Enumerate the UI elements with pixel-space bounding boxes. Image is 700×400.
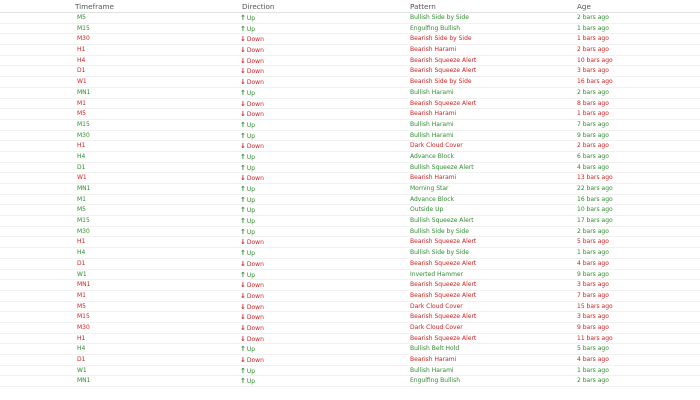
arrow-down-icon: ↓ (240, 313, 246, 322)
direction-label: Up (246, 164, 256, 172)
direction-label: Down (246, 111, 264, 119)
direction-cell (240, 302, 264, 313)
pattern-cell: Bearish Squeeze Alert (410, 313, 477, 321)
direction-label: Up (246, 153, 256, 161)
arrow-up-icon: ↑ (240, 131, 246, 140)
timeframe-cell: M5 (77, 302, 86, 310)
age-cell: 10 bars ago (577, 206, 613, 214)
direction-label: Up (246, 196, 256, 204)
pattern-cell: Bearish Harami (410, 174, 457, 182)
pattern-cell: Bearish Side by Side (410, 35, 472, 43)
age-cell: 9 bars ago (577, 131, 609, 139)
direction-cell (240, 141, 264, 152)
pattern-cell: Bullish Side by Side (410, 14, 469, 21)
arrow-down-icon: ↓ (240, 142, 246, 151)
direction-cell (240, 131, 255, 142)
pattern-cell: Dark Cloud Cover (410, 323, 463, 331)
direction-label: Down (246, 100, 264, 108)
timeframe-cell: H1 (77, 238, 86, 246)
table-row (0, 109, 700, 120)
table-row (0, 141, 700, 152)
direction-cell (240, 376, 255, 387)
arrow-down-icon: ↓ (240, 174, 246, 183)
pattern-cell: Bearish Harami (410, 356, 457, 363)
timeframe-cell: H4 (77, 152, 86, 160)
direction-label: Up (246, 132, 256, 140)
direction-cell (240, 24, 255, 35)
pattern-cell: Advance Block (410, 152, 454, 160)
pattern-cell: Engulfing Bullish (410, 24, 461, 32)
age-cell: 6 bars ago (577, 152, 609, 160)
direction-label: Down (246, 303, 264, 311)
pattern-cell: Bullish Side by Side (410, 227, 469, 235)
table-row (0, 205, 700, 216)
timeframe-cell: M30 (77, 227, 90, 235)
age-cell: 1 bars ago (577, 35, 609, 43)
header-timeframe[interactable]: Timeframe (75, 2, 114, 11)
age-cell: 17 bars ago (577, 217, 613, 225)
age-cell: 5 bars ago (577, 238, 609, 246)
timeframe-cell: H1 (77, 46, 86, 54)
table-row (0, 195, 700, 206)
timeframe-cell: W1 (77, 174, 87, 182)
direction-cell (240, 13, 255, 24)
timeframe-cell: MN1 (77, 185, 91, 192)
direction-label: Up (246, 346, 256, 354)
age-cell: 7 bars ago (577, 120, 609, 128)
timeframe-cell: H4 (77, 249, 86, 257)
arrow-up-icon: ↑ (240, 345, 246, 354)
direction-label: Down (246, 175, 264, 183)
age-cell: 11 bars ago (577, 334, 613, 342)
direction-cell (240, 34, 264, 45)
pattern-cell: Morning Star (410, 185, 449, 192)
table-row (0, 152, 700, 163)
direction-label: Up (246, 271, 256, 279)
direction-cell (240, 216, 255, 227)
direction-label: Down (246, 57, 264, 65)
timeframe-cell: D1 (77, 163, 86, 171)
table-header (0, 0, 700, 13)
direction-cell (240, 195, 255, 206)
timeframe-cell: MN1 (77, 377, 91, 385)
timeframe-cell: H4 (77, 345, 86, 353)
age-cell: 3 bars ago (577, 67, 609, 75)
table-row (0, 131, 700, 142)
table-row (0, 216, 700, 227)
timeframe-cell: D1 (77, 67, 86, 75)
arrow-up-icon: ↑ (240, 366, 246, 375)
age-cell: 4 bars ago (577, 356, 609, 363)
pattern-cell: Outside Up (410, 206, 444, 214)
arrow-up-icon: ↑ (240, 377, 246, 386)
direction-cell (240, 227, 255, 238)
age-cell: 2 bars ago (577, 46, 609, 54)
table-row (0, 163, 700, 174)
arrow-up-icon: ↑ (240, 163, 246, 172)
timeframe-cell: M15 (77, 217, 90, 225)
table-row (0, 34, 700, 45)
direction-label: Down (246, 292, 264, 300)
pattern-cell: Engulfing Bullish (410, 377, 461, 385)
table-row (0, 376, 700, 387)
table-row (0, 120, 700, 131)
pattern-cell: Bearish Squeeze Alert (410, 56, 477, 64)
arrow-up-icon: ↑ (240, 185, 246, 193)
age-cell: 15 bars ago (577, 302, 613, 310)
arrow-down-icon: ↓ (240, 356, 246, 364)
table-row (0, 366, 700, 377)
timeframe-cell: W1 (77, 270, 87, 278)
direction-cell (240, 280, 264, 291)
direction-cell (240, 184, 255, 195)
direction-label: Up (246, 89, 256, 97)
age-cell: 10 bars ago (577, 56, 613, 64)
arrow-up-icon: ↑ (240, 152, 246, 161)
direction-cell (240, 312, 264, 323)
direction-cell (240, 366, 255, 377)
timeframe-cell: M5 (77, 110, 86, 118)
arrow-down-icon: ↓ (240, 99, 246, 108)
timeframe-cell: M5 (77, 206, 86, 214)
direction-label: Up (246, 378, 256, 386)
table-row (0, 45, 700, 56)
direction-cell (240, 344, 255, 355)
timeframe-cell: D1 (77, 259, 86, 267)
timeframe-cell: W1 (77, 366, 87, 374)
arrow-down-icon: ↓ (240, 281, 246, 290)
timeframe-cell: MN1 (77, 281, 91, 289)
arrow-down-icon: ↓ (240, 67, 246, 76)
arrow-down-icon: ↓ (240, 291, 246, 300)
table-row (0, 227, 700, 238)
pattern-cell: Bullish Harami (410, 120, 454, 128)
table-row (0, 88, 700, 99)
header-pattern[interactable]: Pattern (410, 2, 436, 11)
direction-cell (240, 291, 264, 302)
age-cell: 1 bars ago (577, 249, 609, 257)
table-row (0, 248, 700, 259)
table-row (0, 184, 700, 195)
age-cell: 2 bars ago (577, 88, 609, 96)
direction-cell (240, 120, 255, 131)
direction-label: Down (246, 260, 264, 268)
age-cell: 2 bars ago (577, 142, 609, 150)
table-row (0, 302, 700, 313)
timeframe-cell: M30 (77, 323, 90, 331)
direction-label: Up (246, 25, 256, 33)
direction-cell (240, 173, 264, 184)
arrow-up-icon: ↑ (240, 206, 246, 215)
pattern-cell: Bearish Harami (410, 46, 457, 54)
pattern-cell: Bullish Squeeze Alert (410, 163, 474, 171)
direction-label: Up (246, 250, 256, 258)
direction-label: Down (246, 324, 264, 332)
table-row (0, 173, 700, 184)
table-row (0, 24, 700, 35)
table-row (0, 280, 700, 291)
arrow-up-icon: ↑ (240, 24, 246, 33)
arrow-down-icon: ↓ (240, 302, 246, 311)
table-row (0, 323, 700, 334)
pattern-cell: Bullish Squeeze Alert (410, 217, 474, 225)
timeframe-cell: H1 (77, 142, 86, 150)
age-cell: 22 bars ago (577, 185, 613, 192)
direction-label: Down (246, 36, 264, 44)
direction-label: Down (246, 335, 264, 343)
direction-cell (240, 77, 264, 88)
direction-label: Up (246, 121, 256, 129)
arrow-down-icon: ↓ (240, 46, 246, 55)
timeframe-cell: MN1 (77, 88, 91, 96)
timeframe-cell: H4 (77, 56, 86, 64)
direction-cell (240, 88, 255, 99)
arrow-up-icon: ↑ (240, 14, 246, 22)
timeframe-cell: M1 (77, 291, 86, 299)
direction-label: Down (246, 314, 264, 322)
age-cell: 16 bars ago (577, 195, 613, 203)
arrow-down-icon: ↓ (240, 323, 246, 332)
table-row (0, 355, 700, 366)
arrow-down-icon: ↓ (240, 56, 246, 65)
table-body (0, 13, 700, 387)
pattern-cell: Bearish Side by Side (410, 78, 472, 86)
pattern-cell: Dark Cloud Cover (410, 142, 463, 150)
age-cell: 2 bars ago (577, 227, 609, 235)
table-row (0, 344, 700, 355)
direction-cell (240, 56, 264, 67)
direction-label: Down (246, 357, 264, 364)
timeframe-cell: M30 (77, 131, 90, 139)
age-cell: 4 bars ago (577, 259, 609, 267)
arrow-up-icon: ↑ (240, 227, 246, 236)
timeframe-cell: M1 (77, 195, 86, 203)
arrow-down-icon: ↓ (240, 35, 246, 44)
pattern-cell: Bearish Squeeze Alert (410, 259, 477, 267)
direction-label: Up (246, 15, 256, 22)
direction-label: Up (246, 228, 256, 236)
age-cell: 3 bars ago (577, 281, 609, 289)
table-row (0, 291, 700, 302)
arrow-down-icon: ↓ (240, 259, 246, 268)
direction-cell (240, 205, 255, 216)
direction-cell (240, 45, 264, 56)
header-age[interactable]: Age (577, 2, 591, 11)
age-cell: 9 bars ago (577, 323, 609, 331)
age-cell: 3 bars ago (577, 313, 609, 321)
pattern-cell: Bearish Harami (410, 110, 457, 118)
pattern-cell: Bullish Belt Hold (410, 345, 460, 353)
direction-cell (240, 248, 255, 259)
direction-label: Up (246, 186, 256, 193)
direction-label: Down (246, 79, 264, 87)
header-direction[interactable]: Direction (242, 2, 275, 11)
arrow-up-icon: ↑ (240, 217, 246, 226)
direction-cell (240, 270, 255, 281)
pattern-cell: Inverted Hammer (410, 270, 464, 278)
direction-label: Down (246, 68, 264, 76)
arrow-up-icon: ↑ (240, 249, 246, 258)
pattern-cell: Bullish Harami (410, 366, 454, 374)
age-cell: 4 bars ago (577, 163, 609, 171)
direction-label: Up (246, 207, 256, 215)
pattern-cell: Bearish Squeeze Alert (410, 238, 477, 246)
direction-cell (240, 334, 264, 345)
pattern-cell: Bearish Squeeze Alert (410, 281, 477, 289)
timeframe-cell: M5 (77, 14, 86, 21)
timeframe-cell: W1 (77, 78, 87, 86)
arrow-down-icon: ↓ (240, 110, 246, 119)
direction-label: Up (246, 367, 256, 375)
timeframe-cell: M15 (77, 24, 90, 32)
table-row (0, 334, 700, 345)
direction-cell (240, 163, 255, 174)
direction-label: Down (246, 47, 264, 55)
age-cell: 1 bars ago (577, 366, 609, 374)
age-cell: 2 bars ago (577, 14, 609, 21)
pattern-cell: Bearish Squeeze Alert (410, 291, 477, 299)
arrow-up-icon: ↑ (240, 88, 246, 97)
age-cell: 5 bars ago (577, 345, 609, 353)
pattern-cell: Dark Cloud Cover (410, 302, 463, 310)
pattern-cell: Bearish Squeeze Alert (410, 67, 477, 75)
timeframe-cell: M15 (77, 120, 90, 128)
direction-cell (240, 99, 264, 110)
direction-cell (240, 237, 264, 248)
table-row (0, 13, 700, 24)
direction-cell (240, 323, 264, 334)
table-row (0, 77, 700, 88)
direction-label: Up (246, 218, 256, 226)
age-cell: 8 bars ago (577, 99, 609, 107)
pattern-cell: Advance Block (410, 195, 454, 203)
direction-cell (240, 109, 264, 120)
table-row (0, 99, 700, 110)
direction-label: Down (246, 282, 264, 290)
arrow-down-icon: ↓ (240, 238, 246, 247)
age-cell: 1 bars ago (577, 24, 609, 32)
table-row (0, 237, 700, 248)
timeframe-cell: M15 (77, 313, 90, 321)
table-row (0, 270, 700, 281)
table-row (0, 66, 700, 77)
table-row (0, 312, 700, 323)
direction-label: Down (246, 239, 264, 247)
arrow-down-icon: ↓ (240, 334, 246, 343)
age-cell: 1 bars ago (577, 110, 609, 118)
timeframe-cell: M1 (77, 99, 86, 107)
arrow-down-icon: ↓ (240, 78, 246, 87)
table-row (0, 259, 700, 270)
age-cell: 16 bars ago (577, 78, 613, 86)
arrow-up-icon: ↑ (240, 120, 246, 129)
pattern-cell: Bullish Harami (410, 88, 454, 96)
pattern-cell: Bearish Squeeze Alert (410, 99, 477, 107)
pattern-cell: Bullish Harami (410, 131, 454, 139)
age-cell: 9 bars ago (577, 270, 609, 278)
timeframe-cell: D1 (77, 356, 86, 363)
table-row (0, 56, 700, 67)
timeframe-cell: H1 (77, 334, 86, 342)
direction-label: Down (246, 143, 264, 151)
age-cell: 13 bars ago (577, 174, 613, 182)
direction-cell (240, 152, 255, 163)
arrow-up-icon: ↑ (240, 270, 246, 279)
age-cell: 2 bars ago (577, 377, 609, 385)
direction-cell (240, 355, 264, 366)
pattern-cell: Bearish Squeeze Alert (410, 334, 477, 342)
age-cell: 7 bars ago (577, 291, 609, 299)
direction-cell (240, 259, 264, 270)
arrow-up-icon: ↑ (240, 195, 246, 204)
pattern-cell: Bullish Side by Side (410, 249, 469, 257)
timeframe-cell: M30 (77, 35, 90, 43)
direction-cell (240, 66, 264, 77)
